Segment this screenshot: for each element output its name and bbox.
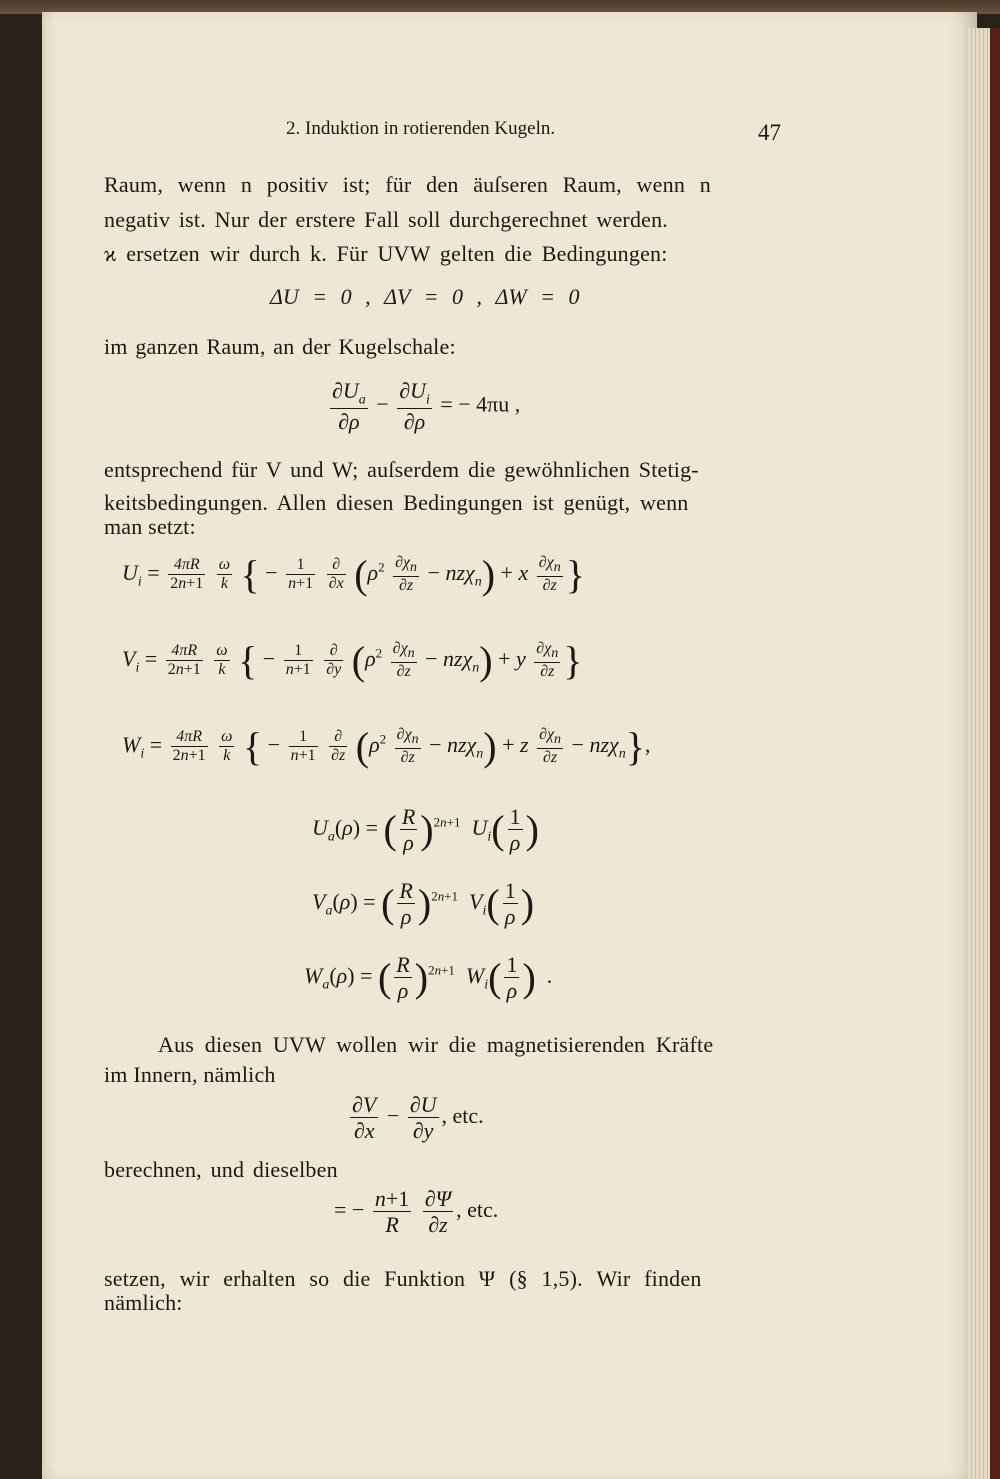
- page-number: 47: [758, 120, 781, 145]
- equation-Ua: $U_a(\rho)$ = ( $\frac{R}{\rho}$ )$^{2n+1}$ $U_i$( $\frac{1}{\rho}$ ): [312, 804, 539, 856]
- text-line: im ganzen Raum, an der Kugelschale:: [104, 334, 456, 359]
- equation-psi: = − $\frac{n+1}{R}$ $\frac{\partial\Psi}{\partial z}$ , etc.: [334, 1186, 499, 1238]
- text-line: nämlich:: [104, 1290, 183, 1315]
- text-line: ϰ ersetzen wir durch k. Für UVW gelten die Bedingungen:: [104, 241, 668, 266]
- equation-Wi: $W_i$ = $\frac{4\pi R}{2n+1}$ $\frac{\omega}{k}$ { − $\frac{1}{n+1}$ $\frac{\partial}{\partial z}$ ($\rho^2$ $\frac{\partial\chi_n}{\partial z}$ − nzχ$_n$) + z $\frac{\partial\chi_n}{\partial z}$ − nzχ$_n$},: [122, 723, 651, 769]
- book-page: [42, 12, 977, 1479]
- text-line: berechnen, und dieselben: [104, 1157, 338, 1182]
- boundary-rhs: = − 4πu ,: [440, 391, 521, 417]
- text-line: negativ ist. Nur der erstere Fall soll durchgerechnet werden.: [104, 207, 669, 232]
- equation-Vi: $V_i$ = $\frac{4\pi R}{2n+1}$ $\frac{\omega}{k}$ { − $\frac{1}{n+1}$ $\frac{\partial}{\partial y}$ ($\rho^2$ $\frac{\partial\chi_n}{\partial z}$ − nzχ$_n$) + y $\frac{\partial\chi_n}{\partial z}$ }: [122, 637, 583, 683]
- text-line: setzen, wir erhalten so die Funktion Ψ (§ 1,5). Wir finden: [104, 1266, 702, 1291]
- text-line: entsprechend für V und W; auſserdem die gewöhnlichen Stetig-: [104, 457, 699, 482]
- equation-laplace: ΔU = 0 , ΔV = 0 , ΔW = 0: [270, 284, 580, 309]
- equation-boundary: $\frac{\partial U_a}{\partial\rho}$ − $\frac{\partial U_i}{\partial\rho}$ = − 4πu ,: [332, 378, 521, 435]
- etc-label: , etc.: [456, 1196, 499, 1222]
- book-cover-edge: [990, 28, 1000, 1479]
- text-line: man setzt:: [104, 514, 196, 539]
- equation-Va: $V_a(\rho)$ = ( $\frac{R}{\rho}$ )$^{2n+1}$ $V_i$( $\frac{1}{\rho}$ ): [312, 878, 535, 930]
- etc-label: , etc.: [441, 1102, 484, 1128]
- text-line: im Innern, nämlich: [104, 1062, 276, 1087]
- equation-curl: $\frac{\partial V}{\partial x}$ − $\frac{\partial U}{\partial y}$ , etc.: [352, 1092, 484, 1144]
- equation-Wa: $W_a(\rho)$ = ( $\frac{R}{\rho}$ )$^{2n+1}$ $W_i$( $\frac{1}{\rho}$ ) .: [304, 952, 553, 1004]
- text-line: Raum, wenn n positiv ist; für den äuſseren Raum, wenn n: [104, 172, 711, 197]
- running-header: 2. Induktion in rotierenden Kugeln.: [286, 118, 556, 139]
- equation-Ui: $U_i$ = $\frac{4\pi R}{2n+1}$ $\frac{\omega}{k}$ { − $\frac{1}{n+1}$ $\frac{\partial}{\partial x}$ ($\rho^2$ $\frac{\partial\chi_n}{\partial z}$ − nzχ$_n$) + x $\frac{\partial\chi_n}{\partial z}$ }: [122, 551, 585, 597]
- text-line: Aus diesen UVW wollen wir die magnetisierenden Kräfte: [158, 1032, 714, 1057]
- text-line: keitsbedingungen. Allen diesen Bedingungen ist genügt, wenn: [104, 490, 689, 515]
